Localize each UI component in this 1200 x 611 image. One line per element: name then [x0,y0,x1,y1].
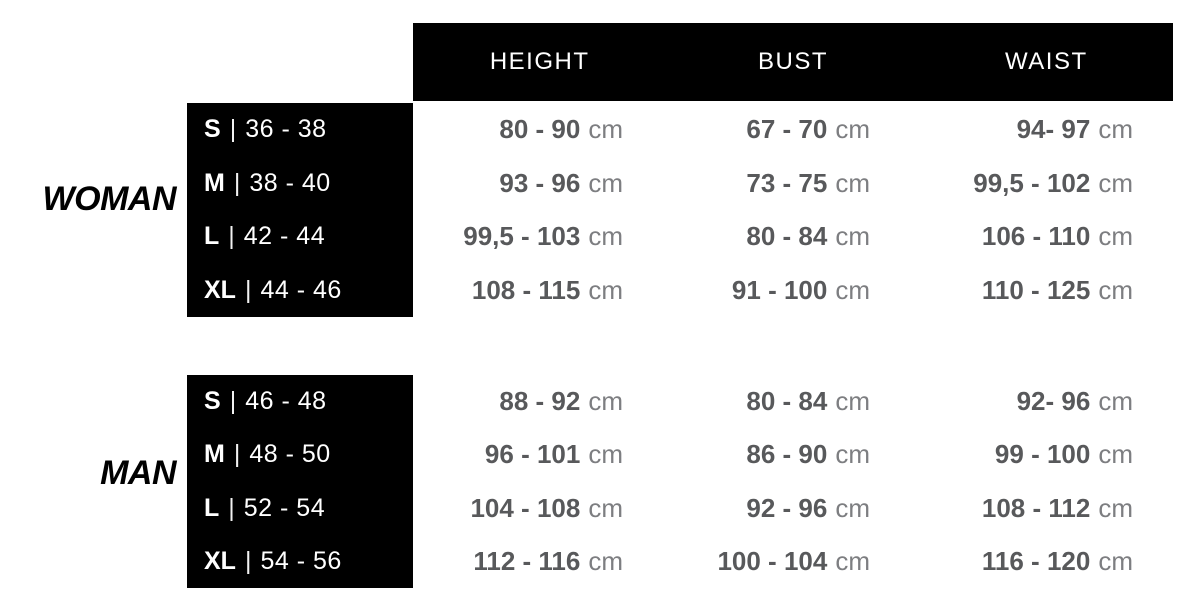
height-cell [413,264,637,318]
size-range: 48 - 50 [249,440,331,469]
bust-cell [637,157,884,211]
unit-label: cm [1098,386,1133,417]
size-letter: S [204,115,221,144]
unit-label: cm [835,439,870,470]
waist-cell [884,482,1147,535]
bust-value: 100 - 104 [717,545,828,576]
height-cell [413,428,637,481]
woman-sizes-box [187,103,413,317]
unit-label: cm [835,545,870,576]
unit-label: cm [588,492,623,523]
unit-label: cm [588,439,623,470]
unit-label: cm [1098,221,1133,252]
bust-cell [637,264,884,318]
waist-cell [884,103,1147,157]
height-cell [413,157,637,211]
unit-label: cm [835,114,870,145]
size-row-woman-l [187,210,413,264]
bust-value: 92 - 96 [746,492,828,523]
size-range: 46 - 48 [245,387,327,416]
unit-label: cm [1098,114,1133,145]
man-measurements [413,375,1147,588]
size-letter: M [204,168,225,197]
height-value: 80 - 90 [499,114,581,145]
woman-measurements [413,103,1147,317]
waist-cell [884,535,1147,588]
size-separator: | [244,546,252,575]
bust-value: 86 - 90 [746,439,828,470]
waist-cell [884,264,1147,318]
size-separator: | [229,115,237,144]
waist-value: 110 - 125 [981,274,1091,305]
bust-cell [637,210,884,264]
size-range: 42 - 44 [243,222,326,251]
bust-value: 91 - 100 [731,274,828,305]
size-letter: L [204,222,220,251]
waist-value: 92- 96 [1016,386,1091,417]
size-separator: | [228,222,235,251]
bust-cell [637,482,884,535]
waist-value: 108 - 112 [981,492,1091,523]
height-value: 99,5 - 103 [463,221,581,252]
size-row-man-xl [187,535,413,588]
size-separator: | [233,168,241,197]
unit-label: cm [588,167,623,198]
bust-cell [637,428,884,481]
man-sizes-box [187,375,413,588]
unit-label: cm [588,545,623,576]
unit-label: cm [835,167,870,198]
waist-cell [884,375,1147,428]
size-row-woman-s [187,103,413,157]
waist-cell [884,428,1147,481]
measurements-header [413,23,1173,101]
waist-cell [884,210,1147,264]
size-separator: | [244,275,252,304]
unit-label: cm [1098,545,1133,576]
unit-label: cm [835,492,870,523]
size-row-woman-m [187,157,413,211]
bust-cell [637,103,884,157]
size-range: 54 - 56 [260,546,342,575]
size-separator: | [228,493,235,522]
size-range: 36 - 38 [245,115,327,144]
size-range: 38 - 40 [249,168,331,197]
bust-value: 80 - 84 [746,386,828,417]
waist-value: 94- 97 [1016,114,1091,145]
unit-label: cm [835,386,870,417]
size-row-man-m [187,428,413,481]
header-waist: WAIST [1005,48,1088,75]
unit-label: cm [1098,492,1133,523]
unit-label: cm [1098,274,1133,305]
unit-label: cm [1098,439,1133,470]
bust-value: 67 - 70 [746,114,828,145]
man-label: MAN [100,454,176,492]
height-cell [413,535,637,588]
height-value: 96 - 101 [484,439,581,470]
size-letter: L [204,493,220,522]
bust-value: 80 - 84 [746,221,828,252]
height-cell [413,482,637,535]
height-value: 88 - 92 [499,386,581,417]
bust-cell [637,535,884,588]
bust-cell [637,375,884,428]
size-letter: XL [204,275,236,304]
size-separator: | [229,387,237,416]
waist-value: 99 - 100 [994,439,1091,470]
unit-label: cm [588,386,623,417]
size-letter: XL [204,546,236,575]
size-letter: S [204,387,221,416]
height-value: 104 - 108 [470,492,581,523]
unit-label: cm [1098,167,1133,198]
height-value: 93 - 96 [499,167,581,198]
unit-label: cm [588,221,623,252]
height-cell [413,103,637,157]
header-height: HEIGHT [489,48,590,75]
unit-label: cm [835,221,870,252]
woman-label: WOMAN [42,180,176,218]
waist-value: 99,5 - 102 [973,167,1091,198]
height-cell [413,210,637,264]
bust-value: 73 - 75 [746,167,828,198]
size-row-man-l [187,482,413,535]
height-value: 108 - 115 [471,274,581,305]
height-value: 112 - 116 [473,545,581,576]
height-cell [413,375,637,428]
unit-label: cm [588,114,623,145]
waist-cell [884,157,1147,211]
waist-value: 106 - 110 [981,221,1091,252]
unit-label: cm [588,274,623,305]
size-row-man-s [187,375,413,428]
size-letter: M [204,440,225,469]
size-range: 52 - 54 [243,493,326,522]
size-range: 44 - 46 [260,275,342,304]
unit-label: cm [835,274,870,305]
size-row-woman-xl [187,264,413,318]
size-separator: | [233,440,241,469]
header-bust: BUST [757,48,828,75]
waist-value: 116 - 120 [981,545,1091,576]
